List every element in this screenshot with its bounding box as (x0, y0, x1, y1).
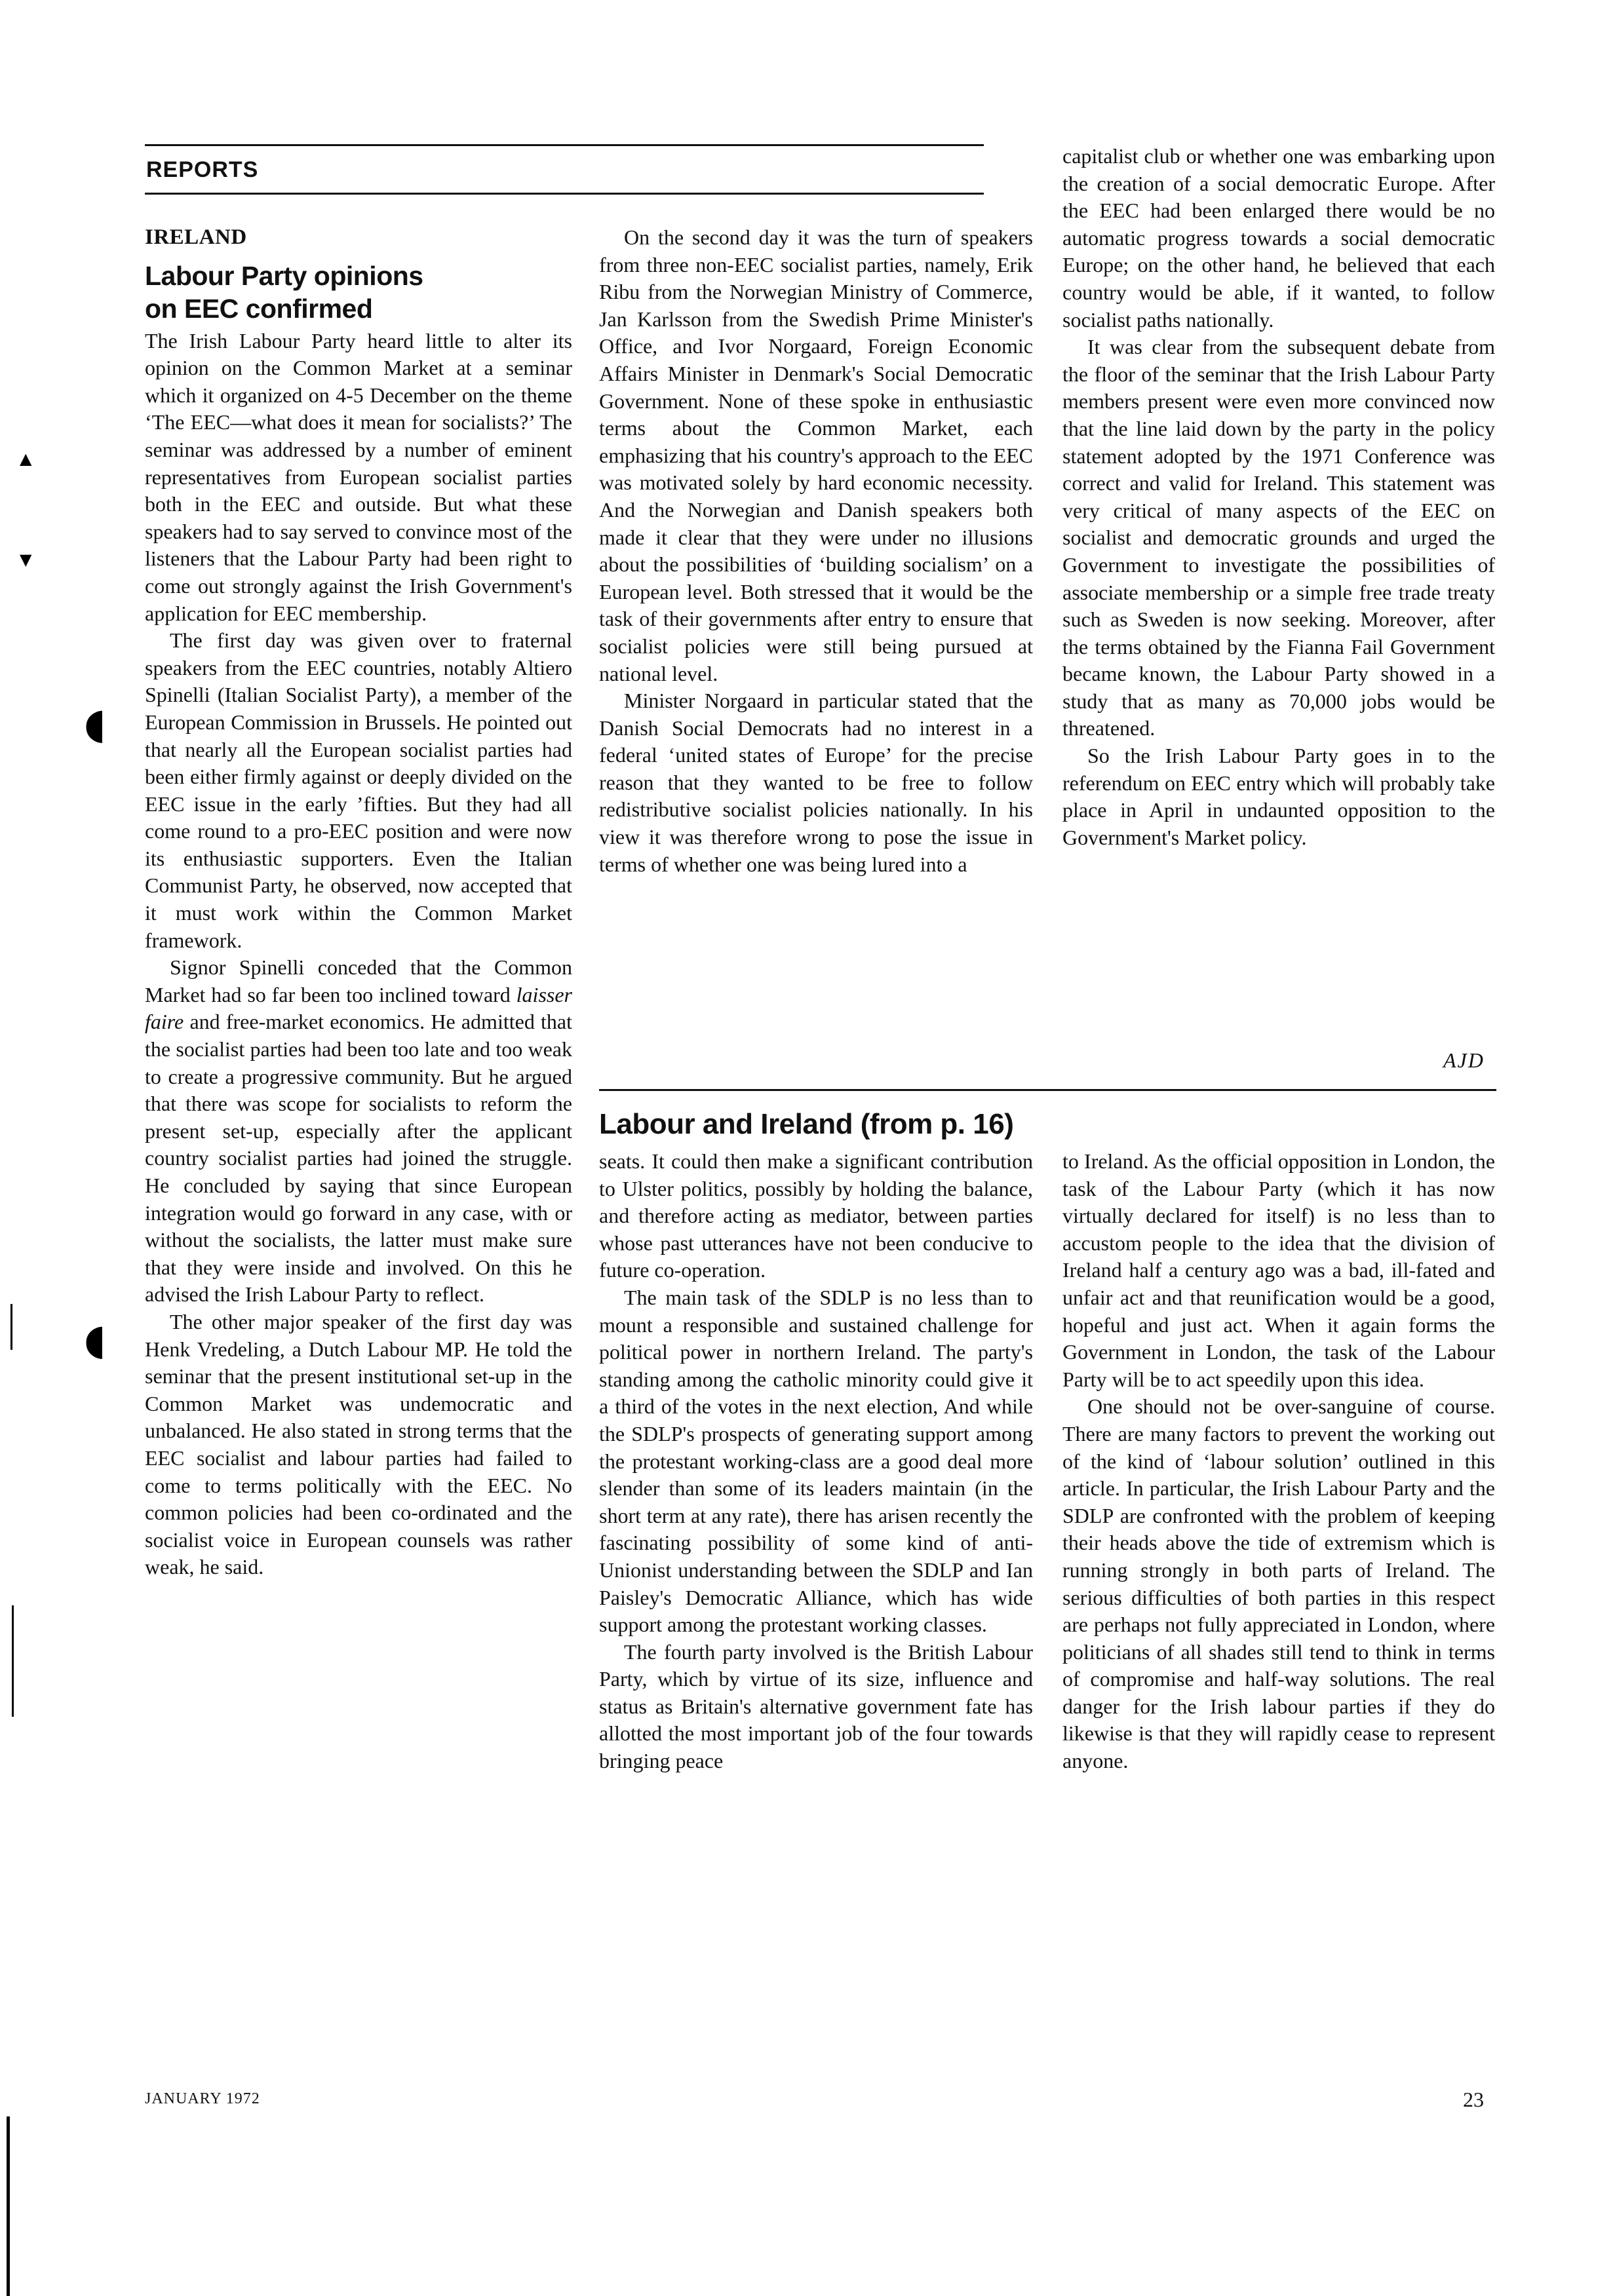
article1-paragraph: The Irish Labour Party heard little to alter its opinion on the Common Market at a seminar which it organized on 4-5 December on the theme ‘The EEC—what does it mean for socialists?’ The seminar was addressed by a number of eminent representatives from European socialist parties both in the EEC and outside. But what these speakers had to say served to convince most of the listeners that the Labour Party had been right to come out strongly against the Irish Government's application for EEC membership. (145, 328, 572, 625)
article1-column-1 (145, 224, 572, 1581)
page-number: 23 (1463, 2088, 1484, 2111)
article2-paragraph: The main task of the SDLP is no less than to mount a responsible and sustained challenge for political power in northern Ireland. The party's standing among the catholic minority could give it a third of the votes in the next election, And while the SDLP's prospects of generating support among the protestant working-class are a good deal more slender than some of its leaders maintain (in the short term at any rate), there has arisen recently the fascinating possibility of some kind of anti-Unionist understanding between the SDLP and Ian Paisley's Democratic Alliance, which has wide support among the protestant working classes. (599, 1285, 1033, 1637)
article2-column-1 (599, 1148, 1033, 1775)
article2-paragraph: seats. It could then make a significant contribution to Ulster politics, possibly by holding the balance, and therefore acting as mediator, between parties whose past utterances have not been conducive to future co-operation. (599, 1149, 1033, 1282)
article2-headline: Labour and Ireland (from p. 16) (599, 1108, 1014, 1140)
paragraph-text: Signor Spinelli conceded that the Common Market had so far been too inclined toward (145, 955, 572, 1006)
margin-crescent-icon: ◖ (84, 700, 106, 748)
margin-crescent-icon: ◖ (84, 1316, 106, 1364)
article2-column-2 (1062, 1148, 1495, 1775)
headline-line-2: on EEC confirmed (145, 293, 373, 324)
margin-arrow-up-icon: ▲ (20, 450, 32, 468)
article1-paragraph (145, 954, 572, 1309)
section-label: REPORTS (146, 157, 259, 182)
article1-paragraph: On the second day it was the turn of speakers from three non-EEC socialist parties, namely, Erik Ribu from the Norwegian Ministry of Commerce, Jan Karlsson from the Swedish Prime Minister's Office, and Ivor Norgaard, Foreign Economic Affairs Minister in Denmark's Social Democratic Government. None of these spoke in enthusiastic terms about the Common Market, each emphasizing that his country's approach to the EEC was motivated solely by hard economic necessity. And the Norwegian and Danish speakers both made it clear that they were under no illusions about the possibilities of ‘building socialism’ on a European level. Both stressed that it would be the task of their governments after entry to ensure that socialist policies were still being pursued at national level. (599, 225, 1033, 685)
article1-paragraph: It was clear from the subsequent debate from the floor of the seminar that the Irish Labour Party members present were even more convinced now that the line laid down by the party in the policy statement adopted by the 1971 Conference was correct and valid for Ireland. This statement was very critical of many aspects of the EEC on socialist and democratic grounds and urged the Government to investigate the possibilities of associate membership or a simple free trade treaty such as Sweden is now seeking. Moreover, after the terms obtained by the Fianna Fail Government became known, the Labour Party showed in a study that as many as 70,000 jobs would be threatened. (1062, 335, 1495, 740)
article1-paragraph: The other major speaker of the first day was Henk Vredeling, a Dutch Labour MP. He told the seminar that the present institutional set-up in the Common Market was undemocratic and unbalanced. He also stated in strong terms that the EEC socialist and labour parties had failed to come to terms politically with the EEC. No common policies had been co-ordinated and the socialist voice in European counsels was rather weak, he said. (145, 1309, 572, 1579)
article1-column-3 (1062, 143, 1495, 851)
article-kicker: IRELAND (145, 225, 247, 249)
paragraph-text: and free-market economics. He admitted that the socialist parties had been too late and too weak to create a progressive community. But he argued that there was scope for socialists to reform the present set-up, especially after the applicant country socialist parties had joined the struggle. He concluded by saying that since European integration would go forward in any case, with or without the socialists, the latter must make sure that they were inside and involved. On this he advised the Irish Labour Party to reflect. (145, 1010, 572, 1307)
italic-phrase: laisser faire (145, 982, 572, 1034)
article2-paragraph: to Ireland. As the official opposition in London, the task of the Labour Party (which it has now virtually declared for itself) is no less than to accustom people to the idea that the division of Ireland half a century ago was a bad, ill-fated and unfair act and that reunification would be a good, hopeful and just act. When it again forms the Government in London, the task of the Labour Party will be to act speedily upon this idea. (1062, 1149, 1495, 1391)
header-bottom-rule (145, 193, 984, 195)
article1-paragraph: Minister Norgaard in particular stated that the Danish Social Democrats had no interest in a federal ‘united states of Europe’ for the precise reason that they wanted to be free to follow redistributive socialist policies nationally. In his view it was therefore wrong to pose the issue in terms of whether one was being lured into a (599, 689, 1033, 876)
article1-paragraph: capitalist club or whether one was embarking upon the creation of a social democratic Europe. After the EEC had been enlarged there would be no automatic progress towards a social democratic Europe; on the other hand, he believed that each country would be able, if it wanted, to follow socialist paths nationally. (1062, 144, 1495, 332)
article2-paragraph: The fourth party involved is the British Labour Party, which by virtue of its size, influence and status as Britain's alternative government fate has allotted the most important job of the four towards bringing peace (599, 1639, 1033, 1773)
edge-tick (10, 1304, 12, 1350)
margin-arrow-down-icon: ▼ (20, 550, 32, 569)
article1-column-2 (599, 224, 1033, 878)
edge-binding-line (7, 2116, 10, 2296)
headline-line-1: Labour Party opinions (145, 260, 423, 291)
article1-paragraph: So the Irish Labour Party goes in to the referendum on EEC entry which will probably take place in April in undaunted opposition to the Government's Market policy. (1062, 744, 1495, 849)
article1-paragraph: The first day was given over to fraternal speakers from the EEC countries, notably Altiero Spinelli (Italian Socialist Party), a member of the European Commission in Brussels. He pointed out that nearly all the European socialist parties had been either firmly against or deeply divided on the EEC issue in the early ’fifties. But they had all come round to a pro-EEC position and were now its enthusiastic supporters. Even the Italian Communist Party, he observed, now accepted that it must work within the Common Market framework. (145, 628, 572, 952)
article2-paragraph: One should not be over-sanguine of course. There are many factors to prevent the working out of the kind of ‘labour solution’ outlined in this article. In particular, the Irish Labour Party and the SDLP are confronted with the problem of keeping their heads above the tide of extremism which is running strongly in both parts of Ireland. The serious difficulties of both parties in this respect are perhaps not fully appreciated in London, where politicians of all shades still tend to think in terms of compromise and half-way solutions. The real danger for the Irish labour parties if they do likewise is that they will rapidly cease to represent anyone. (1062, 1394, 1495, 1773)
header-top-rule (145, 144, 984, 146)
article2-top-rule (599, 1089, 1496, 1091)
issue-date: JANUARY 1972 (145, 2090, 260, 2107)
article-headline (145, 259, 572, 325)
author-signature: AJD (1443, 1048, 1485, 1072)
edge-tick (12, 1605, 14, 1717)
